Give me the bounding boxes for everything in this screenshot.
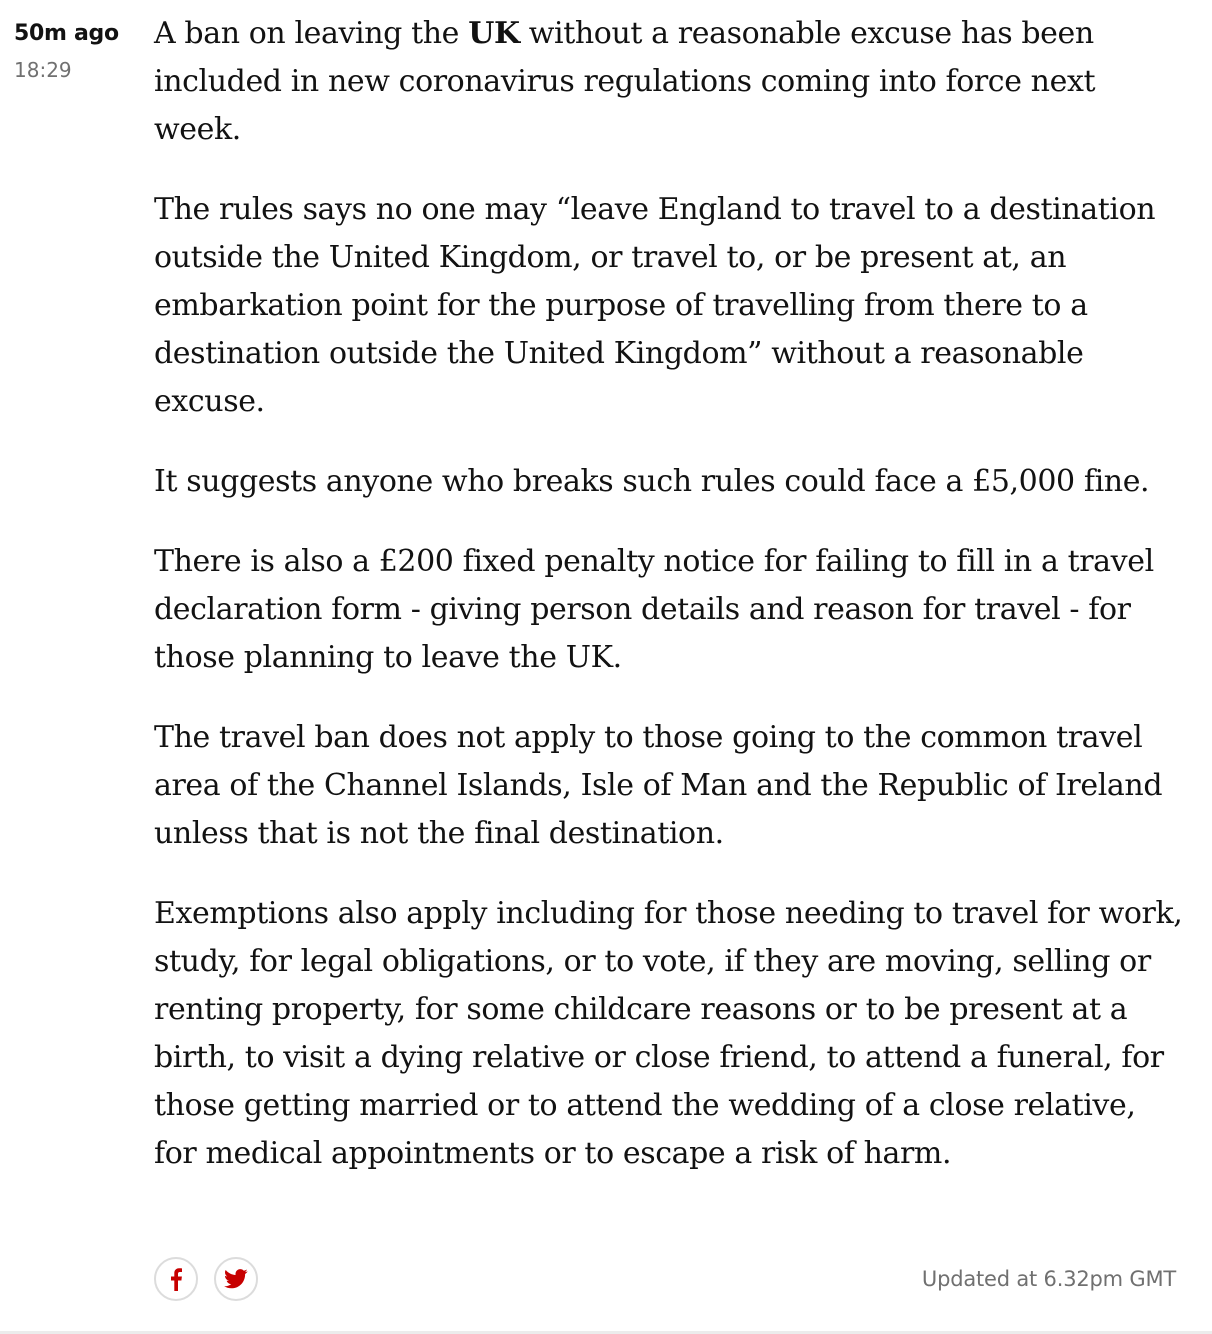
paragraph-1-text-end: without a reasonable excuse has been included in new coronavirus regulations coming into force next week. — [154, 16, 1096, 147]
share-twitter-button[interactable] — [214, 1257, 258, 1301]
paragraph-6: Exemptions also apply including for those needing to travel for work, study, for legal obligations, or to vote, if they are moving, selling or renting property, for some childcare reasons or to be present at a birth, to visit a dying relative or close friend, to attend a funeral, for those getting married or to attend the wedding of a close relative, for medical appointments or to escape a risk of harm. — [154, 896, 1183, 1171]
paragraph-5: The travel ban does not apply to those going to the common travel area of the Channel Islands, Isle of Man and the Republic of Ireland unless that is not the final destination. — [154, 720, 1163, 851]
paragraph-1-text-start: A ban on leaving the — [154, 16, 469, 51]
paragraph-1 — [154, 10, 1184, 154]
post-body — [154, 10, 1184, 1210]
twitter-icon — [224, 1269, 248, 1289]
post-timestamp — [14, 18, 144, 84]
paragraph-4: There is also a £200 fixed penalty notice for failing to fill in a travel declaration form - giving person details and reason for travel - for those planning to leave the UK. — [154, 544, 1154, 675]
paragraph-2: The rules says no one may “leave England to travel to a destination outside the United Kingdom, or travel to, or be present at, an embarkation point for the purpose of travelling from there to a destination outside the United Kingdom” without a reasonable excuse. — [154, 192, 1156, 419]
post-footer — [154, 1257, 1176, 1307]
paragraph-3: It suggests anyone who breaks such rules could face a £5,000 fine. — [154, 464, 1150, 499]
post-time: 18:29 — [14, 58, 72, 82]
relative-time[interactable]: 50m ago — [14, 21, 119, 46]
updated-time: Updated at 6.32pm GMT — [921, 1267, 1176, 1291]
facebook-icon — [169, 1267, 183, 1291]
paragraph-1-bold-text: UK — [468, 16, 520, 51]
share-facebook-button[interactable] — [154, 1257, 198, 1301]
